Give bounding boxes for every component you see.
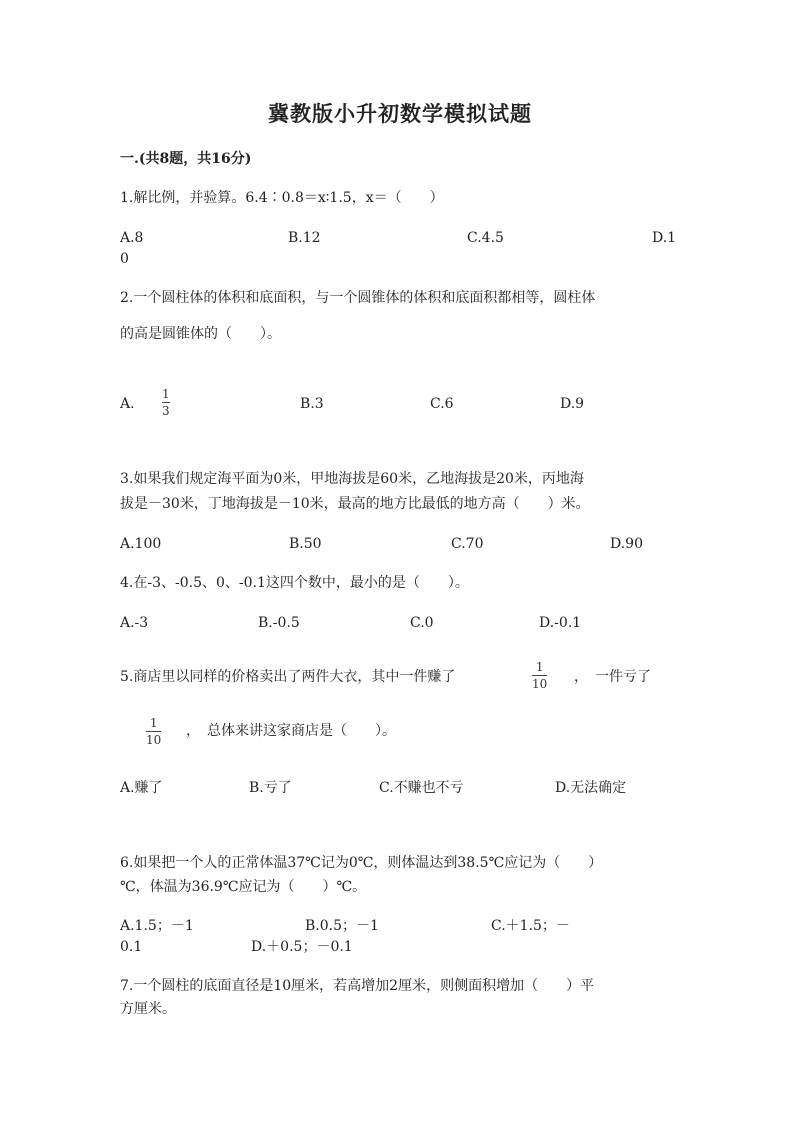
- q2-option-d: D.9: [560, 396, 585, 412]
- q6-option-b: B.0.5；－1: [305, 918, 379, 934]
- fraction-numerator: 1: [162, 387, 170, 401]
- question-3-line-2: 拔是－30米，丁地海拔是－10米，最高的地方比最低的地方高（ ）米。: [120, 496, 590, 512]
- question-6-line-1: 6.如果把一个人的正常体温37℃记为0℃，则体温达到38.5℃应记为（ ）: [120, 855, 603, 871]
- q1-option-b: B.12: [288, 230, 321, 246]
- q5-option-d: D.无法确定: [555, 780, 627, 796]
- fraction-numerator: 1: [535, 660, 544, 674]
- question-5-line-2: ， 总体来讲这家商店是（ ）。: [186, 723, 396, 739]
- q2-option-a-fraction: [162, 388, 170, 417]
- q3-option-b: B.50: [289, 536, 322, 552]
- q4-option-c: C.0: [410, 615, 434, 631]
- question-2-line-2: 的高是圆锥体的（ ）。: [120, 326, 281, 342]
- q3-option-d: D.90: [610, 536, 643, 552]
- q3-option-a: A.100: [120, 536, 162, 552]
- q5-fraction-2: [146, 717, 161, 746]
- q6-option-a: A.1.5；－1: [120, 918, 194, 934]
- question-2-line-1: 2.一个圆柱体的体积和底面积，与一个圆锥体的体积和底面积都相等，圆柱体: [120, 290, 596, 306]
- fraction-bar: [532, 675, 547, 676]
- q1-option-c: C.4.5: [467, 230, 504, 246]
- section-heading: 一.(共8题，共16分): [120, 151, 252, 167]
- fraction-numerator: 1: [149, 716, 158, 730]
- q6-option-c: C.＋1.5；－: [491, 918, 570, 934]
- question-1-stem: 1.解比例，并验算。6.4∶0.8＝x∶1.5，x＝（ ）: [120, 190, 444, 206]
- q6-option-d: D.＋0.5；－0.1: [251, 939, 353, 955]
- q1-option-a: A.8: [120, 230, 144, 246]
- fraction-denominator: 10: [146, 733, 162, 747]
- q2-option-c: C.6: [430, 396, 454, 412]
- question-7-line-1: 7.一个圆柱的底面直径是10厘米，若高增加2厘米，则侧面积增加（ ）平: [120, 978, 595, 994]
- q5-option-a: A.赚了: [120, 780, 163, 796]
- question-3-line-1: 3.如果我们规定海平面为0米，甲地海拔是60米，乙地海拔是20米，丙地海: [120, 471, 584, 487]
- page-title: 冀教版小升初数学模拟试题: [268, 101, 532, 126]
- question-7-line-2: 方厘米。: [120, 1001, 176, 1017]
- q6-option-c-wrap: 0.1: [120, 939, 143, 955]
- fraction-bar: [162, 402, 170, 403]
- q5-option-c: C.不赚也不亏: [379, 780, 464, 796]
- q4-option-d: D.-0.1: [539, 615, 582, 631]
- q1-option-d-wrap: 0: [120, 251, 129, 267]
- q5-option-b: B.亏了: [249, 780, 292, 796]
- q2-option-b: B.3: [300, 396, 324, 412]
- q3-option-c: C.70: [451, 536, 484, 552]
- q5-fraction-1: [532, 661, 547, 690]
- question-5-line-1b: ， 一件亏了: [574, 669, 651, 685]
- question-5-line-1a: 5.商店里以同样的价格卖出了两件大衣，其中一件赚了: [120, 669, 456, 685]
- fraction-bar: [146, 731, 161, 732]
- q4-option-a: A.-3: [120, 615, 149, 631]
- q2-option-a: A.: [120, 396, 135, 412]
- q4-option-b: B.-0.5: [258, 615, 300, 631]
- question-4-stem: 4.在-3、-0.5、0、-0.1这四个数中，最小的是（ ）。: [120, 575, 469, 591]
- question-6-line-2: ℃，体温为36.9℃应记为（ ）℃。: [120, 879, 367, 895]
- fraction-denominator: 3: [162, 404, 170, 418]
- fraction-denominator: 10: [532, 677, 548, 691]
- q1-option-d: D.1: [652, 230, 677, 246]
